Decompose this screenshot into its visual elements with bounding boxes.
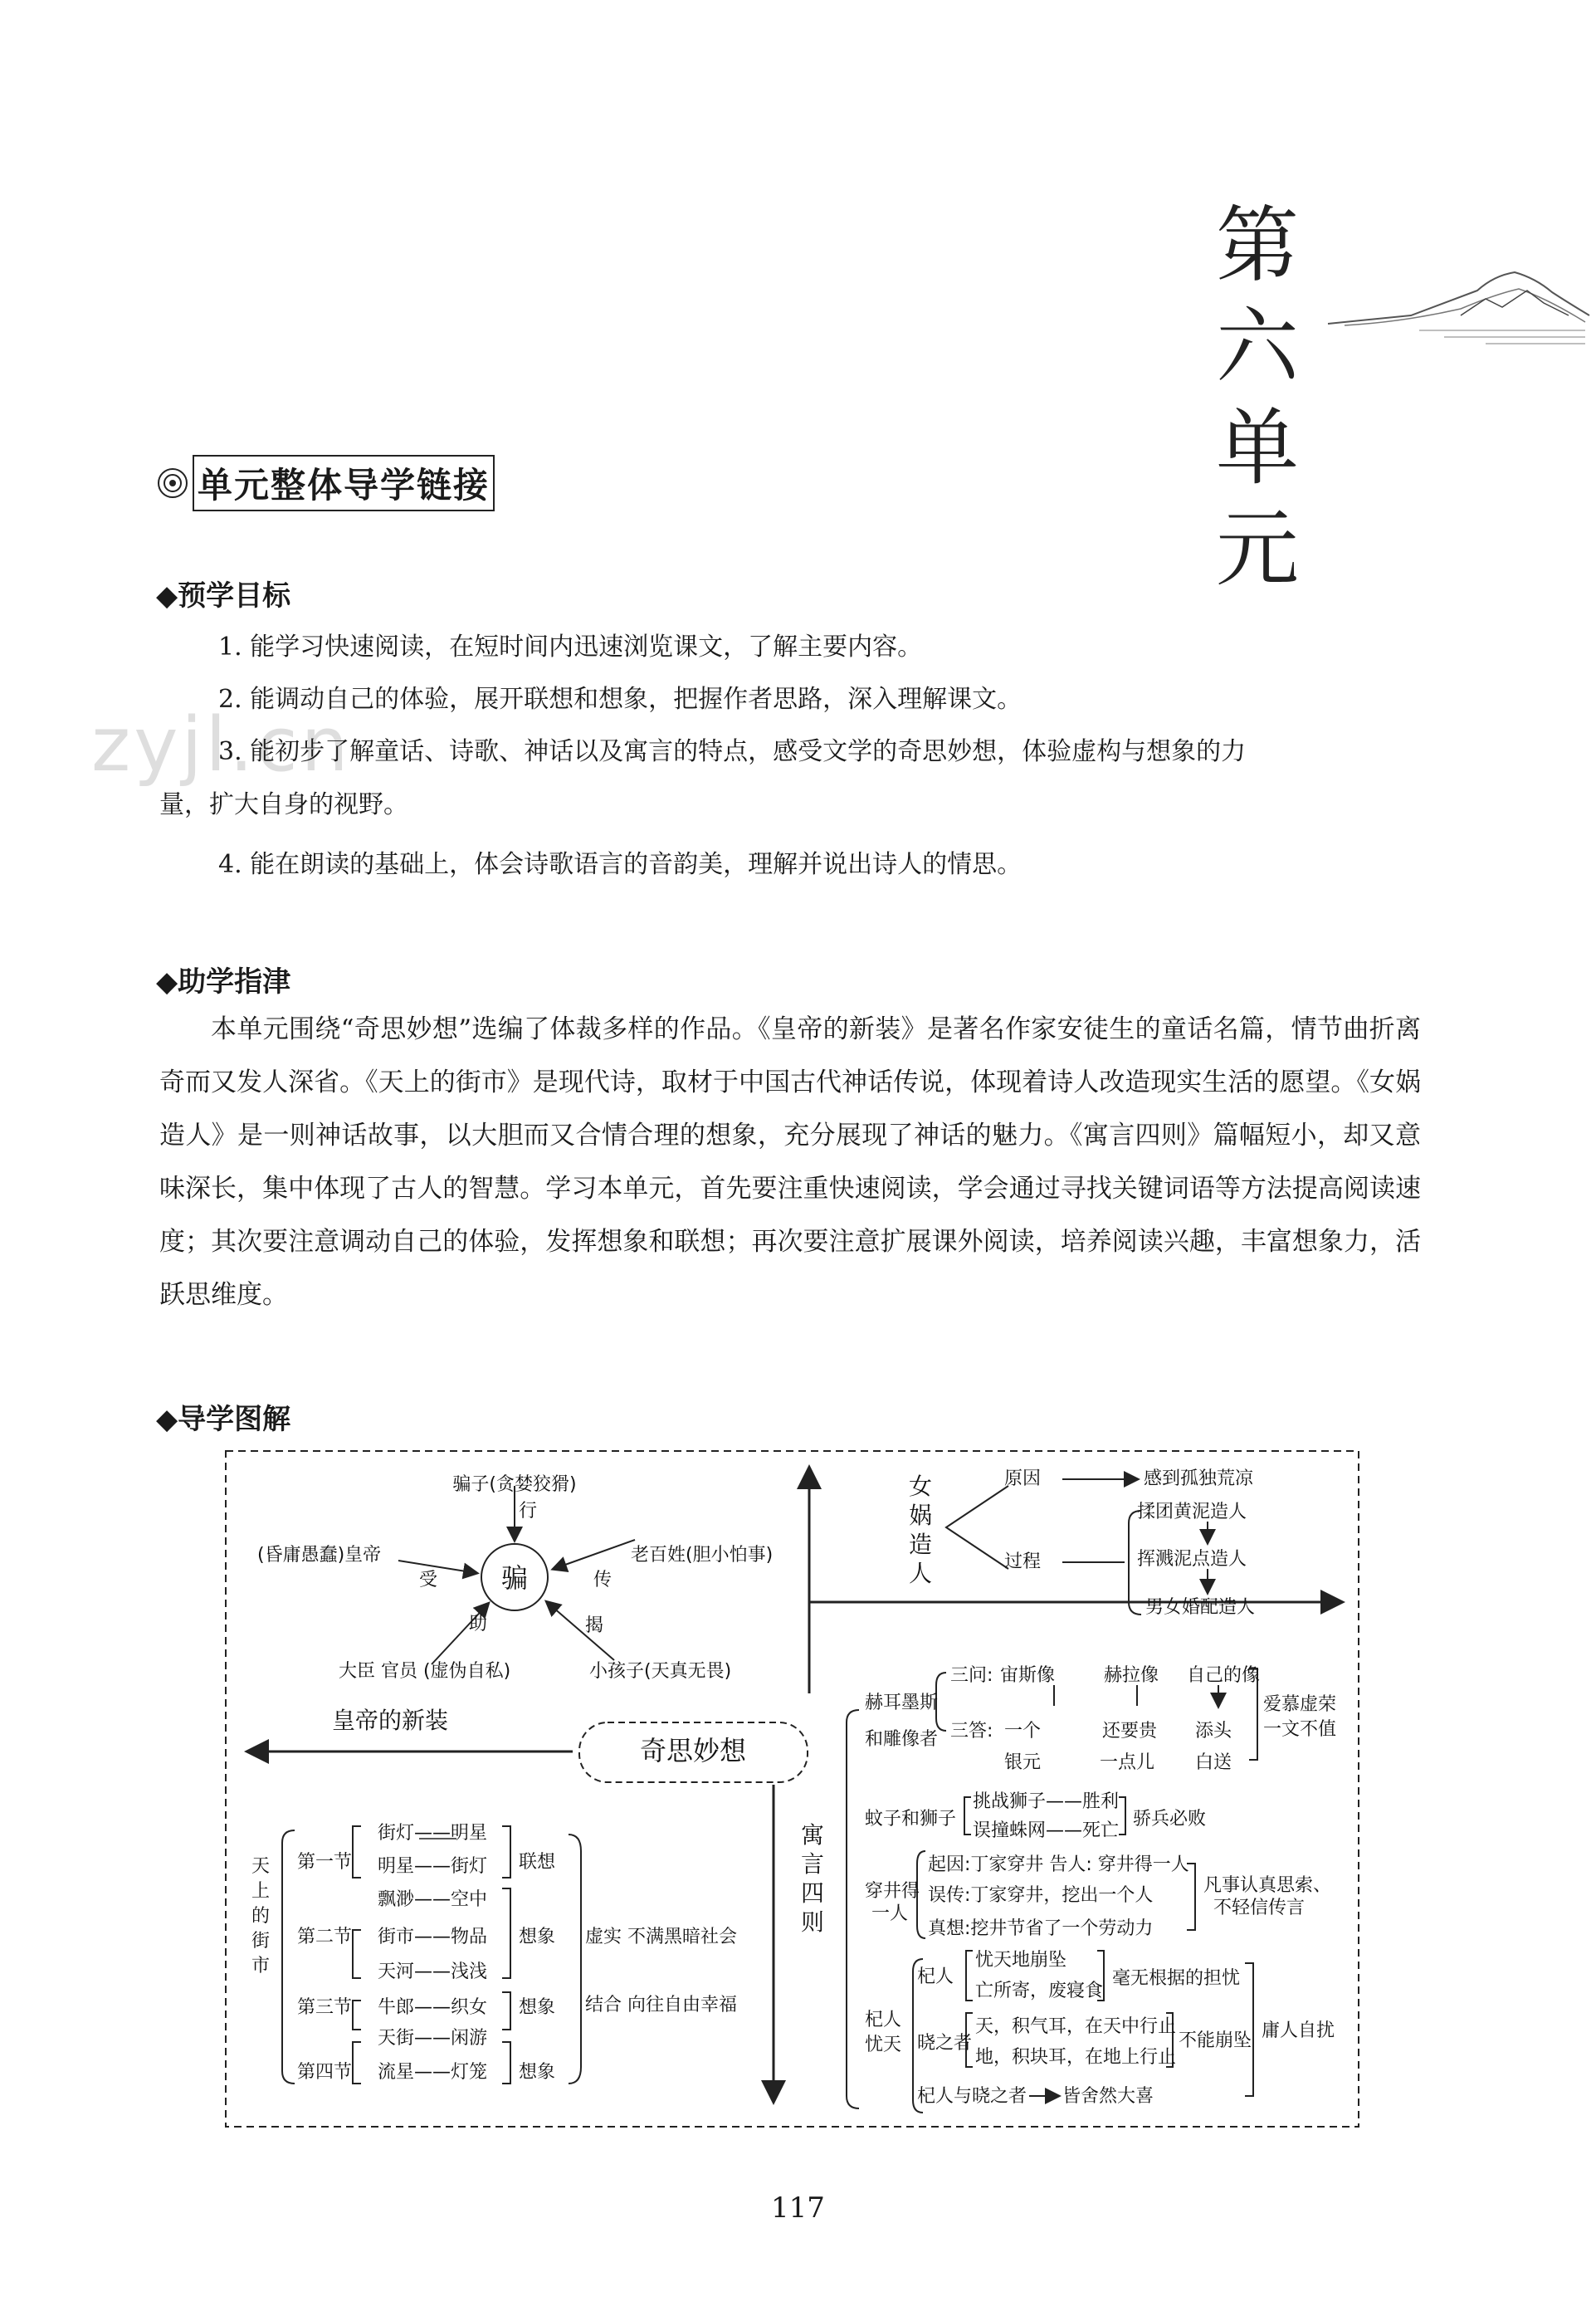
poem-pair: 天河——浅浅 [378,1962,488,1982]
fable4-line: 亡所寄，废寝食 [975,1981,1104,2001]
banner-title: 单元整体导学链接 [193,455,495,511]
svg-text:天: 天 [251,1856,271,1877]
emperor-title: 皇帝的新装 [332,1707,449,1734]
svg-text:的: 的 [251,1906,271,1927]
nvwa-cause-label: 原因 [1004,1468,1042,1489]
fable3-moral: 凡事认真思索、 [1203,1875,1332,1896]
svg-text:寓: 寓 [801,1821,825,1849]
fable1-answer: 白送 [1195,1752,1232,1773]
fable4-moral: 庸人自扰 [1262,2020,1335,2041]
poem-section: 第一节 [297,1852,353,1873]
unit-title [1212,195,1303,600]
poem-section: 第三节 [297,1997,353,2018]
emperor-verb: 助 [469,1614,488,1634]
target-icon [156,467,189,500]
goal-item: 2. 能调动自己的体验，展开联想和想象，把握作者思路，深入理解课文。 [218,685,1023,714]
emperor-verb: 受 [419,1570,438,1590]
fable1-name: 赫耳墨斯 [865,1693,939,1713]
fable1-ask: 赫拉像 [1104,1665,1159,1686]
fable4-line: 毫无根据的担忧 [1112,1968,1241,1989]
emperor-verb: 揭 [585,1615,604,1636]
fable1-name: 和雕像者 [865,1729,939,1750]
fable1-moral: 一文不值 [1263,1719,1337,1740]
poem-summary: 结合 向往自由幸福 [585,1995,737,2015]
goals-heading: ◆预学目标 [156,579,291,613]
fables-title [801,1821,824,1936]
svg-text:上: 上 [251,1881,271,1902]
fable4-line: 地，积块耳，在地上行止 [975,2047,1177,2068]
fable3-name: 穿井得 [865,1881,920,1902]
emperor-ministers: 大臣 官员 (虚伪自私) [339,1661,511,1682]
fable1-answer: 一点儿 [1100,1752,1155,1773]
svg-text:言: 言 [801,1850,825,1878]
fable4-line: 杞人与晓之者 [917,2086,1027,2107]
poem-pair: 飘渺——空中 [378,1889,488,1910]
nvwa-cause: 感到孤独荒凉 [1144,1468,1254,1489]
goal-item: 3. 能初步了解童话、诗歌、神话以及寓言的特点，感受文学的奇思妙想，体验虚构与想象的力 [218,737,1247,766]
fable2-line: 挑战狮子——胜利 [973,1791,1120,1812]
fable4-line: 皆舍然大喜 [1062,2086,1154,2107]
svg-text:四: 四 [801,1879,825,1907]
emperor-child: 小孩子(天真无畏) [589,1661,732,1682]
emperor-verb: 行 [519,1501,538,1522]
fable4-qiren: 杞人 [917,1966,954,1987]
svg-text:女: 女 [909,1473,933,1500]
guide-paragraph: 本单元围绕“奇思妙想”选编了体裁多样的作品。《皇帝的新装》是著名作家安徒生的童话名篇，情节曲折离奇而又发人深省。《天上的街市》是现代诗，取材于中国古代神话传说，体现着诗人改造现实生活的愿望。《女娲造人》是一则神话故事，以大胆而又合情合理的想象，充分展现了神话的魅力。《寓言四则》篇幅短小，却又意味深长，集中体现了古人的智慧。学习本单元，首先要注重快速阅读，学会通过寻找关键词语等方法提高阅读速度；其次要注意调动自己的体验，发挥想象和联想；再次要注意扩展课外阅读，培养阅读兴趣，丰富想象力，活跃思维度。 [159,1014,1421,1310]
goal-item: 4. 能在朗读的基础上，体会诗歌语言的音韵美，理解并说出诗人的情思。 [218,850,1023,879]
unit-title-char: 元 [1216,501,1299,598]
nvwa-process-label: 过程 [1004,1551,1042,1572]
nvwa-title [909,1473,932,1587]
fable1-moral: 爱慕虚荣 [1263,1694,1337,1715]
poem-summary: 虚实 不满黑暗社会 [585,1927,737,1947]
fable3-moral: 不轻信传言 [1213,1898,1306,1918]
poem-pair: 街市——物品 [378,1927,488,1947]
svg-text:则: 则 [801,1908,825,1936]
fable1-answer-label: 三答: [950,1721,993,1742]
poem-pair: 天街——闲游 [378,2028,488,2049]
emperor-verb: 传 [593,1570,613,1590]
poem-method: 想象 [519,1927,556,1947]
diagram-heading: ◆导学图解 [156,1403,291,1436]
poem-pair: 牛郎——织女 [378,1997,488,2018]
svg-text:街: 街 [251,1931,271,1952]
poem-pair: 明星——街灯 [378,1856,488,1877]
fable1-answer: 银元 [1004,1752,1042,1773]
fable1-ask: 自己的像 [1187,1665,1261,1686]
concept-map [222,1444,1368,2133]
svg-text:造: 造 [909,1531,933,1558]
poem-method: 联想 [519,1852,556,1873]
nvwa-step: 揉团黄泥造人 [1137,1502,1247,1522]
nvwa-step: 挥溅泥点造人 [1137,1549,1247,1570]
goal-item-continued: 量，扩大自身的视野。 [159,790,408,819]
fable1-answer: 一个 [1004,1721,1042,1742]
svg-text:市: 市 [251,1956,271,1976]
unit-title-char: 单 [1216,399,1299,496]
watermark: zyjl.cn [91,701,352,789]
poem-section: 第二节 [297,1927,353,1947]
fable1-answer: 还要贵 [1102,1721,1158,1742]
poem-pair: 街灯——明星 [378,1823,488,1844]
goal-item: 1. 能学习快速阅读，在短时间内迅速浏览课文，了解主要内容。 [218,633,923,662]
poem-method: 想象 [519,1997,556,2018]
center-label: 奇思妙想 [639,1735,747,1766]
unit-title-char: 六 [1216,298,1299,395]
fable3-line: 起因:丁家穿井 告人: 穿井得一人 [928,1854,1189,1875]
fable2-moral: 骄兵必败 [1133,1809,1207,1830]
unit-title-char: 第 [1216,197,1299,294]
fable4-name: 杞人 [865,2010,902,2030]
page-number: 117 [771,2191,825,2225]
poem-title [251,1856,270,1976]
fable2-line: 误撞蛛网——死亡 [973,1820,1120,1841]
fable3-name: 一人 [871,1903,909,1924]
fable4-line: 天，积气耳，在天中行止 [975,2016,1177,2037]
nvwa-step: 男女婚配造人 [1145,1597,1256,1618]
fable1-ask: 宙斯像 [1000,1665,1056,1686]
emperor-people: 老百姓(胆小怕事) [631,1545,774,1566]
fable1-ask-label: 三问: [950,1665,993,1686]
svg-text:人: 人 [909,1560,933,1587]
fable2-name: 蚊子和狮子 [865,1809,957,1830]
fable4-line: 忧天地崩坠 [975,1950,1067,1971]
fable4-name: 忧天 [865,2035,902,2055]
fable3-line: 真想:挖井节省了一个劳动力 [928,1918,1154,1939]
fable3-line: 误传:丁家穿井，挖出一个人 [928,1885,1154,1906]
svg-text:娲: 娲 [909,1502,933,1529]
guide-heading: ◆助学指津 [156,965,291,999]
poem-section: 第四节 [297,2062,353,2083]
mountain-decoration [1320,257,1594,349]
poem-pair: 流星——灯笼 [378,2062,488,2083]
fable4-xiaozhe: 晓之者 [917,2033,973,2054]
section-banner [156,459,495,507]
emperor-liar: 骗子(贪婪狡猾) [452,1474,577,1495]
fable4-line: 不能崩坠 [1179,2030,1252,2051]
emperor-core: 骗 [500,1562,529,1594]
fable1-answer: 添头 [1195,1721,1232,1742]
emperor-king: (昏庸愚蠢)皇帝 [257,1545,382,1566]
poem-method: 想象 [519,2062,556,2083]
